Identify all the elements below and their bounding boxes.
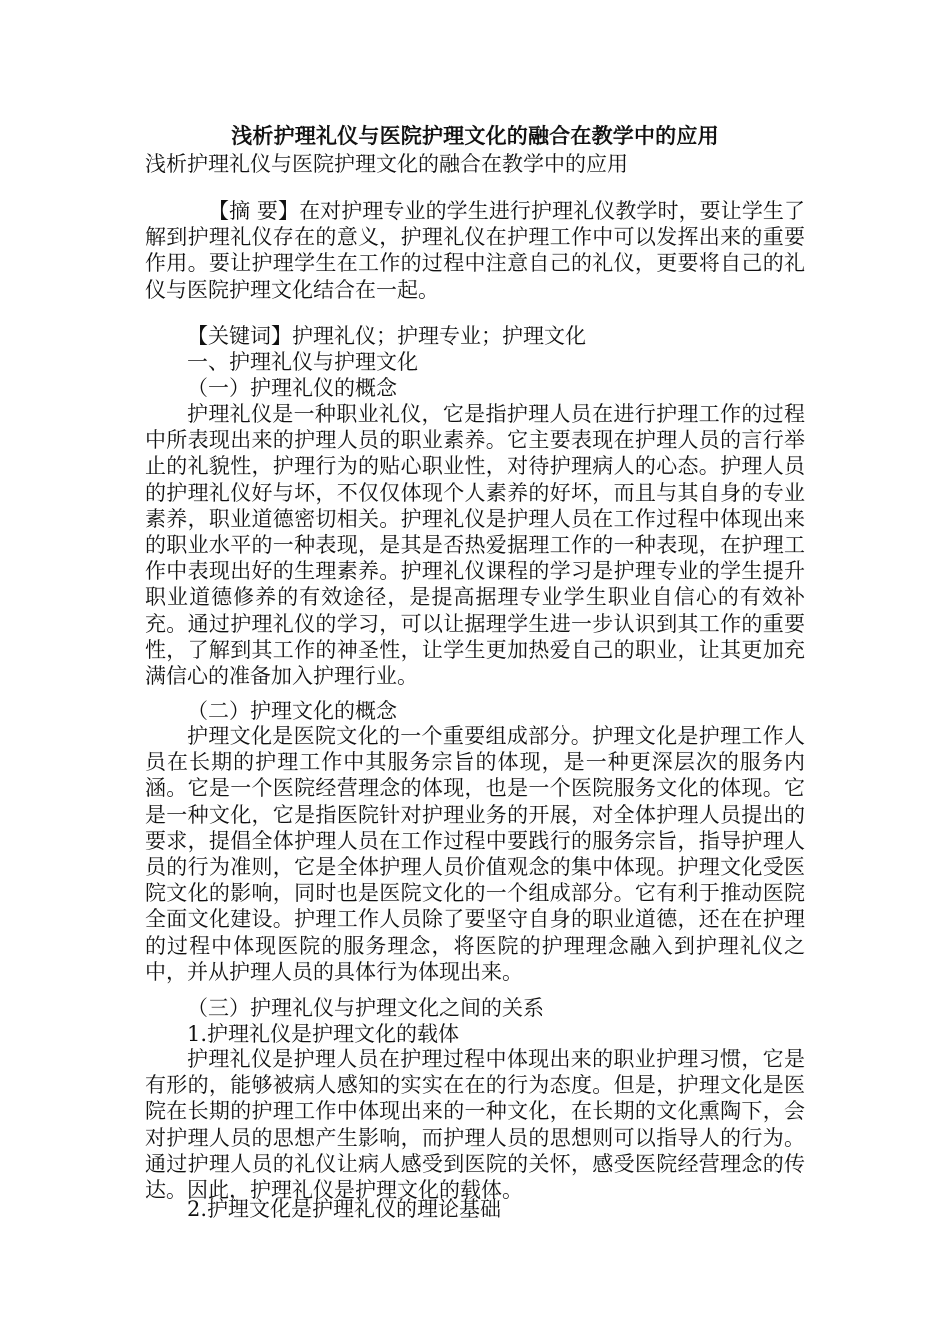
body-paragraph-3: 护理礼仪是护理人员在护理过程中体现出来的职业护理习惯，它是有形的，能够被病人感知的实实在在的行为态度。但是，护理文化是医院在长期的护理工作中体现出来的一种文化，在长期的文化熏陶下，会对护理人员的思想产生影响，而护理人员的思想则可以指导人的行为。通过护理人员的礼仪让病人感受到医院的关怀，感受医院经营理念的传达。因此，护理礼仪是护理文化的载体。 [145,1047,805,1203]
subsection-heading-3: （三）护理礼仪与护理文化之间的关系 [187,996,544,1020]
item-heading-2: 2.护理文化是护理礼仪的理论基础 [187,1197,502,1221]
item-heading-1: 1.护理礼仪是护理文化的载体 [187,1022,460,1046]
subsection-heading-1: （一）护理礼仪的概念 [187,376,397,400]
section-heading-1: 一、护理礼仪与护理文化 [187,350,418,374]
keywords-line: 【关键词】护理礼仪；护理专业；护理文化 [187,324,586,348]
subsection-heading-2: （二）护理文化的概念 [187,699,397,723]
abstract-paragraph: 【摘 要】在对护理专业的学生进行护理礼仪教学时，要让学生了解到护理礼仪存在的意义，护理礼仪在护理工作中可以发挥出来的重要作用。要让护理学生在工作的过程中注意自己的礼仪，更要将自己的礼仪与医院护理文化结合在一起。 [145,199,805,302]
body-paragraph-1: 护理礼仪是一种职业礼仪，它是指护理人员在进行护理工作的过程中所表现出来的护理人员的职业素养。它主要表现在护理人员的言行举止的礼貌性，护理行为的贴心职业性，对待护理病人的心态。护理人员的护理礼仪好与坏，不仅仅体现个人素养的好坏，而且与其自身的专业素养，职业道德密切相关。护理礼仪是护理人员在工作过程中体现出来的职业水平的一种表现，是其是否热爱据理工作的一种表现，在护理工作中表现出好的生理素养。护理礼仪课程的学习是护理专业的学生提升职业道德修养的有效途径，是提高据理专业学生职业自信心的有效补充。通过护理礼仪的学习，可以让据理学生进一步认识到其工作的重要性，了解到其工作的神圣性，让学生更加热爱自己的职业，让其更加充满信心的准备加入护理行业。 [145,402,805,689]
document-subtitle: 浅析护理礼仪与医院护理文化的融合在教学中的应用 [145,152,628,176]
body-paragraph-2: 护理文化是医院文化的一个重要组成部分。护理文化是护理工作人员在长期的护理工作中其服务宗旨的体现，是一种更深层次的服务内涵。它是一个医院经营理念的体现，也是一个医院服务文化的体现。它是一种文化，它是指医院针对护理业务的开展，对全体护理人员提出的要求，提倡全体护理人员在工作过程中要践行的服务宗旨，指导护理人员的行为准则，它是全体护理人员价值观念的集中体现。护理文化受医院文化的影响，同时也是医院文化的一个组成部分。它有利于推动医院全面文化建设。护理工作人员除了要坚守自身的职业道德，还在在护理的过程中体现医院的服务理念，将医院的护理理念融入到护理礼仪之中，并从护理人员的具体行为体现出来。 [145,724,805,984]
document-title: 浅析护理礼仪与医院护理文化的融合在教学中的应用 [231,123,719,148]
